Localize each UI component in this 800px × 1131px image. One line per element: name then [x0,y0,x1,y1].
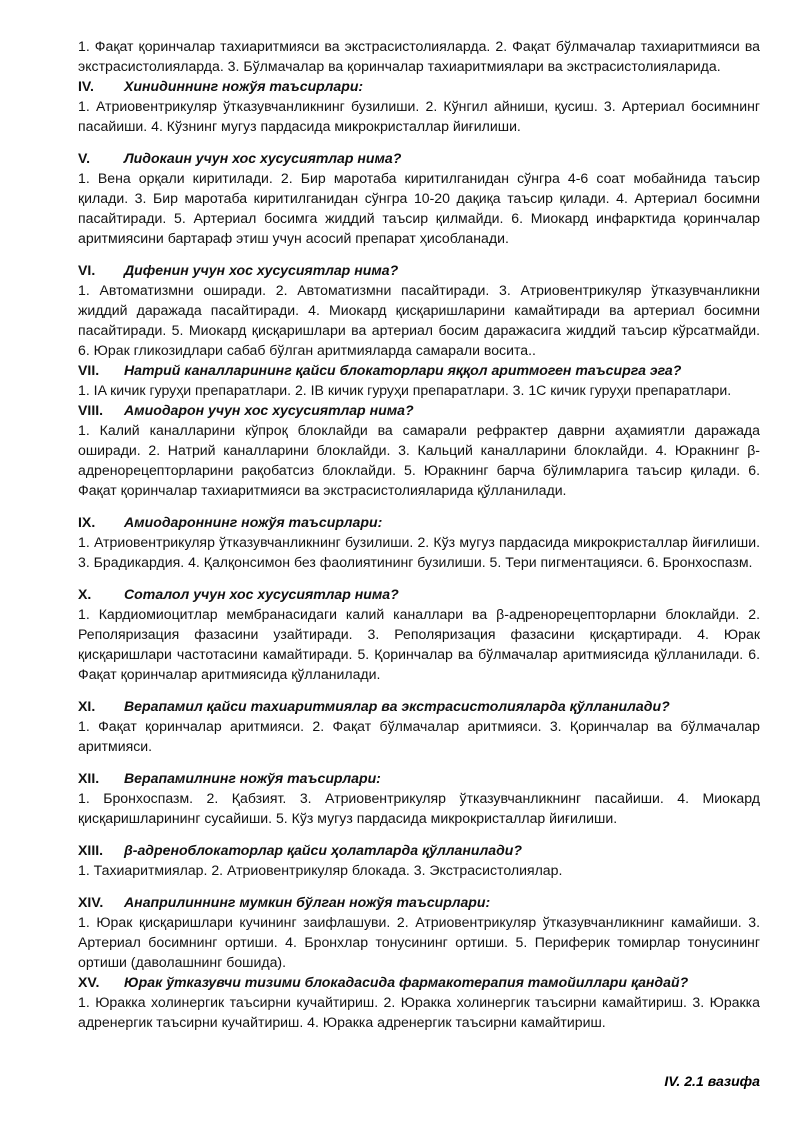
question-heading [78,512,760,532]
question-block-x [78,584,760,684]
question-heading [78,260,760,280]
page-footer-label: IV. 2.1 вазифа [664,1073,760,1089]
question-block-v [78,148,760,248]
question-heading [78,768,760,788]
question-title: Хинидиннинг ножўя таъсирлари: [124,78,364,94]
question-title: Лидокаин учун хос хусусиятлар нима? [124,150,402,166]
question-answers: 1. Кардиомиоцитлар мембранасидаги калий каналлари ва β-адренорецепторларни блоклайди. 2. Реполяризация фазасини узайтиради. 3. Реполяризация фазасини қисқартиради. 4. Юрак қисқаришлари частотасини камайтиради. 5. Қоринчалар ва бўлмачалар аритмиясида қўлланилади. 6. Фақат қоринчалар аритмиясида қўлланилади. [78,606,760,682]
question-block-vi [78,260,760,360]
question-title: Амиодарон учун хос хусусиятлар нима? [124,402,414,418]
question-number: VIII. [78,402,104,418]
question-block-iv [78,76,760,136]
intro-answers: 1. Фақат қоринчалар тахиаритмияси ва экстрасистолияларда. 2. Фақат бўлмачалар тахиаритмияси ва экстрасистолияларда. 3. Бўлмачалар ва қоринчалар тахиаритмиялари ва экстрасистолияларида. [78,38,760,74]
question-answers: 1. Бронхоспазм. 2. Қабзият. 3. Атриовентрикуляр ўтказувчанликнинг пасайиши. 4. Миокард қисқаришларининг сусайиши. 5. Кўз мугуз пардасида микрокристаллар йиғилиши. [78,790,760,826]
question-answers: 1. IA кичик гуруҳи препаратлари. 2. IB кичик гуруҳи препаратлари. 3. 1C кичик гуруҳи препаратлари. [78,382,732,398]
question-number: V. [78,150,91,166]
question-title: Верапамилнинг ножўя таъсирлари: [124,770,381,786]
question-answers: 1. Юрак қисқаришлари кучининг заифлашуви. 2. Атриовентрикуляр ўтказувчанликнинг камайиши. 3. Артериал босимнинг ортиши. 4. Бронхлар тонусининг ортиши. 5. Периферик томирлар тонусининг ортиши (даволашнинг бошида). [78,914,760,970]
question-number: XIV. [78,894,104,910]
question-title: Верапамил қайси тахиаритмиялар ва экстрасистолияларда қўлланилади? [124,698,670,714]
question-number: XII. [78,770,100,786]
question-heading [78,360,760,380]
question-heading [78,76,760,96]
question-block-xii [78,768,760,828]
question-answers: 1. Вена орқали киритилади. 2. Бир маротаба киритилганидан сўнгра 4-6 соат мобайнида таъсир қилади. 3. Бир маротаба киритилганидан сўнгра 10-20 дақиқа таъсир қилади. 4. Артериал босимни пасайтиради. 5. Артериал босимга жиддий таъсир қилмайди. 6. Миокард инфарктида қоринчалар аритмиясини бартараф этиш учун асосий препарат ҳисобланади. [78,170,760,246]
question-heading [78,148,760,168]
question-heading [78,400,760,420]
question-heading [78,840,760,860]
question-number: X. [78,586,92,602]
question-title: Юрак ўтказувчи тизими блокадасида фармакотерапия тамойиллари қандай? [124,974,689,990]
question-number: IX. [78,514,96,530]
question-number: XI. [78,698,96,714]
question-number: VII. [78,362,100,378]
question-number: IV. [78,78,94,94]
question-title: β-адреноблокаторлар қайси ҳолатларда қўлланилади? [124,842,522,858]
question-heading [78,972,760,992]
question-answers: 1. Автоматизмни оширади. 2. Автоматизмни пасайтиради. 3. Атриовентрикуляр ўтказувчанликни жиддий даражада пасайтиради. 4. Миокард қисқаришларини камайтиради ва артериал босимни пасайтиради. 5. Миокард қисқаришлари ва артериал босим даражасига жиддий таъсир кўрсатмайди. 6. Юрак гликозидлари сабаб бўлган аритмияларда самарали восита.. [78,282,760,358]
question-block-xv [78,972,760,1032]
question-block-xi [78,696,760,756]
question-heading [78,892,760,912]
question-block-ix [78,512,760,572]
question-title: Дифенин учун хос хусусиятлар нима? [124,262,399,278]
question-title: Анаприлиннинг мумкин бўлган ножўя таъсирлари: [124,894,491,910]
question-block-xiv [78,892,760,972]
question-block-viii [78,400,760,500]
question-answers: 1. Тахиаритмиялар. 2. Атриовентрикуляр блокада. 3. Экстрасистолиялар. [78,862,563,878]
question-title: Амиодароннинг ножўя таъсирлари: [124,514,383,530]
question-answers: 1. Юракка холинергик таъсирни кучайтириш. 2. Юракка холинергик таъсирни камайтириш. 3. Юракка адренергик таъсирни кучайтириш. 4. Юракка адренергик таъсирни камайтириш. [78,994,760,1030]
question-block-vii [78,360,760,400]
question-number: XV. [78,974,100,990]
question-answers: 1. Калий каналларини кўпроқ блоклайди ва самарали рефрактер даврни аҳамиятли даражада оширади. 2. Натрий каналларини блоклайди. 3. Кальций каналларини блоклайди. 4. Юракнинг β-адренорецепторларини рақобатсиз блоклайди. 5. Юракнинг барча бўлимларига таъсир қилади. 6. Фақат қоринчалар тахиаритмияси ва экстрасистолияларида қўлланилади. [78,422,760,498]
question-title: Соталол учун хос хусусиятлар нима? [124,586,399,602]
question-heading [78,584,760,604]
question-answers: 1. Атриовентрикуляр ўтказувчанликнинг бузилиши. 2. Кўз мугуз пардасида микрокристаллар йиғилиши. 3. Брадикардия. 4. Қалқонсимон без фаолиятининг бузилиши. 5. Тери пигментацияси. 6. Бронхоспазм. [78,534,760,570]
question-number: XIII. [78,842,104,858]
question-title: Натрий каналларининг қайси блокаторлари яққол аритмоген таъсирга эга? [124,362,682,378]
question-block-xiii [78,840,760,880]
question-number: VI. [78,262,96,278]
question-answers: 1. Атриовентрикуляр ўтказувчанликнинг бузилиши. 2. Кўнгил айниши, қусиш. 3. Артериал босимнинг пасайиши. 4. Кўзнинг мугуз пардасида микрокристаллар йиғилиши. [78,98,760,134]
question-answers: 1. Фақат қоринчалар аритмияси. 2. Фақат бўлмачалар аритмияси. 3. Қоринчалар ва бўлмачалар аритмияси. [78,718,760,754]
question-heading [78,696,760,716]
